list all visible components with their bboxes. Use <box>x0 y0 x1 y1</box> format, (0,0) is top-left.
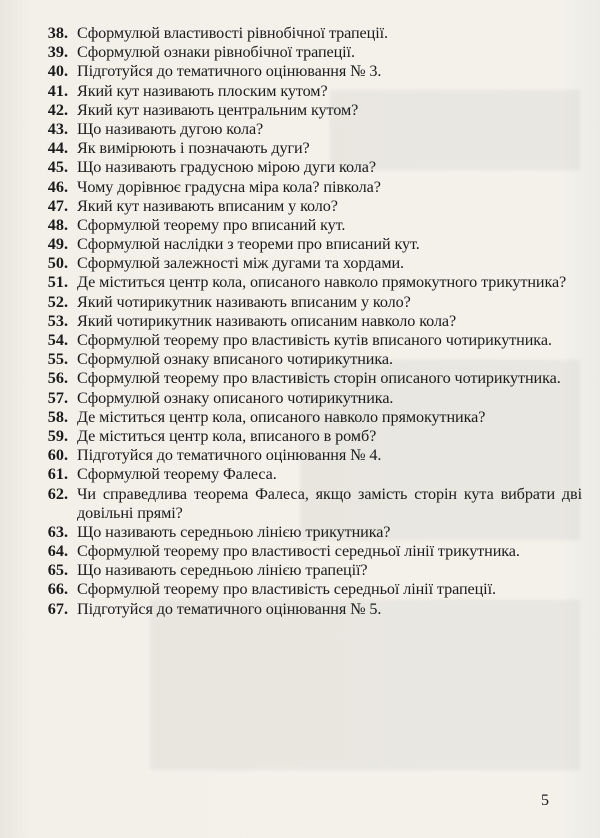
item-text: Сформулюй теорему про властивість кутів вписаного чотирикутника. <box>77 331 552 349</box>
list-item <box>0 139 600 158</box>
list-item <box>0 254 600 273</box>
list-item <box>0 158 600 177</box>
item-text: Сформулюй наслідки з теореми про вписаний кут. <box>77 235 420 254</box>
list-item <box>0 101 600 120</box>
page-number: 5 <box>541 792 549 809</box>
list-item <box>0 427 600 446</box>
list-item <box>0 350 600 369</box>
list-item <box>0 120 600 139</box>
list-item <box>0 389 600 408</box>
list-item <box>0 523 600 542</box>
list-item <box>0 446 600 465</box>
item-number: 38. <box>47 24 68 42</box>
item-text: Як вимірюють і позначають дуги? <box>77 139 310 158</box>
item-text: Що називають градусною мірою дуги кола? <box>77 158 376 177</box>
item-number: 62. <box>47 484 68 503</box>
item-number: 40. <box>47 62 68 81</box>
item-text: Сформулюй ознаку описаного чотирикутника. <box>77 388 394 407</box>
item-number: 44. <box>47 139 68 158</box>
list-item <box>0 580 600 599</box>
item-text: Сформулюй теорему Фалеса. <box>77 465 277 484</box>
item-number: 53. <box>47 311 68 330</box>
list-item <box>0 24 600 43</box>
item-text: Сформулюй залежності між дугами та хордами. <box>77 254 404 273</box>
list-item <box>0 465 600 484</box>
list-item <box>0 293 600 312</box>
item-number: 47. <box>47 196 68 215</box>
item-number: 55. <box>47 350 68 369</box>
item-text: Де міститься центр кола, описаного навколо прямокутника? <box>77 407 486 426</box>
list-item <box>0 216 600 235</box>
show-through-shadow <box>150 600 580 770</box>
item-number: 66. <box>47 580 68 599</box>
item-number: 65. <box>47 561 68 580</box>
item-number: 57. <box>47 388 68 407</box>
list-item <box>0 485 600 523</box>
list-item <box>0 369 600 388</box>
item-number: 59. <box>47 426 68 445</box>
item-text: Де міститься центр кола, вписаного в ромб? <box>77 426 377 445</box>
item-number: 58. <box>47 407 68 426</box>
item-number: 60. <box>47 446 68 465</box>
list-item <box>0 312 600 331</box>
item-number: 45. <box>47 158 68 177</box>
item-text: Який кут називають плоским кутом? <box>77 81 328 100</box>
item-number: 67. <box>47 599 68 618</box>
item-text: Сформулюй теорему про властивості середньої лінії трикутника. <box>77 542 520 561</box>
list-item <box>0 197 600 216</box>
item-number: 43. <box>47 119 68 138</box>
item-number: 63. <box>47 522 68 541</box>
item-text: Сформулюй ознаки рівнобічної трапеції. <box>77 43 355 62</box>
item-number: 61. <box>47 465 68 484</box>
item-text: Чому дорівнює градусна міра кола? півкола? <box>77 177 381 196</box>
item-text: Що називають середньою лінією трикутника? <box>77 522 391 541</box>
item-text: Який чотирикутник називають описаним навколо кола? <box>77 311 457 330</box>
item-text: Сформулюй теорему про властивість середньої лінії трапеції. <box>77 580 496 599</box>
item-text: Сформулюй ознаку вписаного чотирикутника. <box>77 350 393 369</box>
item-text: Який кут називають вписаним у коло? <box>77 196 338 215</box>
list-item <box>0 408 600 427</box>
item-text: Що називають середньою лінією трапеції? <box>77 561 368 580</box>
list-item <box>0 82 600 101</box>
item-text: Підготуйся до тематичного оцінювання № 3. <box>77 62 382 81</box>
item-text: Який кут називають центральним кутом? <box>77 100 359 119</box>
item-number: 52. <box>47 292 68 311</box>
item-number: 51. <box>47 273 68 292</box>
item-number: 49. <box>47 235 68 254</box>
item-number: 64. <box>47 542 68 561</box>
item-text: Чи справедлива теорема Фалеса, якщо замість сторін кута вибрати дві довільні прямі? <box>77 484 582 522</box>
item-number: 41. <box>47 81 68 100</box>
list-item <box>0 542 600 561</box>
question-list <box>0 24 600 619</box>
item-text: Сформулюй властивості рівнобічної трапеції. <box>77 24 388 42</box>
item-number: 50. <box>47 254 68 273</box>
list-item <box>0 561 600 580</box>
item-text: Підготуйся до тематичного оцінювання № 4. <box>77 446 382 465</box>
item-number: 56. <box>47 369 68 388</box>
list-item <box>0 273 600 292</box>
item-number: 48. <box>47 215 68 234</box>
item-text: Сформулюй теорему про властивість сторін описаного чотирикутника. <box>77 369 561 388</box>
list-item <box>0 43 600 62</box>
item-text: Де міститься центр кола, описаного навколо прямокутного трикутника? <box>77 273 567 292</box>
item-text: Який чотирикутник називають вписаним у коло? <box>77 292 411 311</box>
item-text: Сформулюй теорему про вписаний кут. <box>77 215 346 234</box>
item-number: 39. <box>47 43 68 62</box>
list-item <box>0 600 600 619</box>
item-number: 54. <box>47 331 68 349</box>
item-text: Що називають дугою кола? <box>77 119 264 138</box>
list-item <box>0 178 600 197</box>
item-text: Підготуйся до тематичного оцінювання № 5. <box>77 599 382 618</box>
list-item <box>0 331 600 350</box>
list-item <box>0 62 600 81</box>
item-number: 46. <box>47 177 68 196</box>
item-number: 42. <box>47 100 68 119</box>
list-item <box>0 235 600 254</box>
